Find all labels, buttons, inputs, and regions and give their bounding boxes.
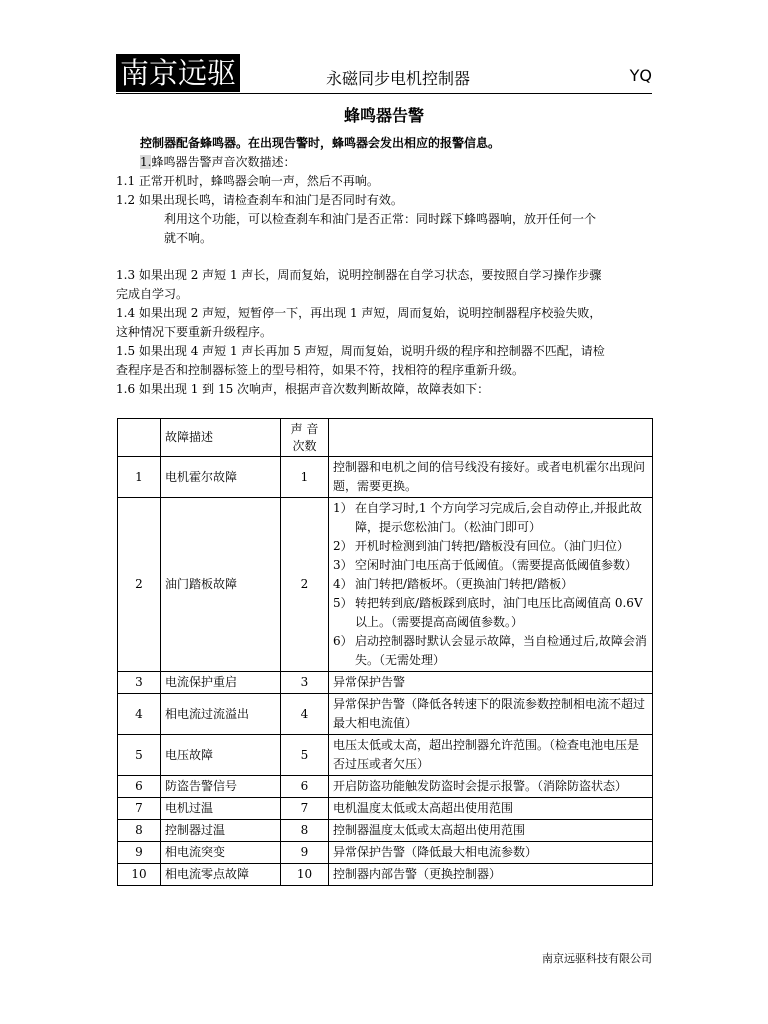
paragraph-1-4-cont: 这种情况下要重新升级程序。 — [116, 325, 273, 339]
table-row — [118, 694, 653, 735]
header-divider — [116, 93, 652, 94]
row-count: 9 — [281, 842, 329, 864]
row-desc: 控制器内部告警（更换控制器） — [329, 864, 653, 886]
paragraph-1-5-cont: 查程序是否和控制器标签上的型号相符，如果不符，找相符的程序重新升级。 — [116, 363, 525, 377]
row-fault: 相电流零点故障 — [161, 864, 281, 886]
row-no: 9 — [118, 842, 161, 864]
row-no: 1 — [118, 457, 161, 498]
row-no: 7 — [118, 798, 161, 820]
table-row — [118, 864, 653, 886]
list-item: 3） 空闲时油门电压高于低阈值。（需要提高低阈值参数） — [333, 558, 638, 572]
paragraph-1-2-detail: 利用这个功能，可以检查刹车和油门是否正常：同时踩下蜂鸣器响，放开任何一个 — [164, 212, 597, 226]
section-number: 1. — [140, 155, 152, 169]
row-count: 10 — [281, 864, 329, 886]
intro-text: 控制器配备蜂鸣器。在出现告警时，蜂鸣器会发出相应的报警信息。 — [140, 136, 501, 150]
paragraph-1-6: 1.6 如果出现 1 到 15 次响声，根据声音次数判断故障，故障表如下： — [116, 382, 490, 396]
paragraph-1-3-cont: 完成自学习。 — [116, 287, 189, 301]
row-no: 3 — [118, 672, 161, 694]
section-heading — [140, 153, 295, 172]
page-header — [116, 52, 652, 94]
fault-table — [117, 418, 653, 886]
table-row — [118, 776, 653, 798]
table-row — [118, 735, 653, 776]
row-fault: 相电流突变 — [161, 842, 281, 864]
page-footer: 南京远驱科技有限公司 — [542, 952, 652, 965]
fault-cause-list — [333, 499, 648, 670]
list-item: 1） 在自学习时,1 个方向学习完成后,会自动停止,并报此故障，提示您松油门。（松油门即可） — [333, 501, 642, 534]
section-label: 蜂鸣器告警声音次数描述： — [151, 155, 296, 169]
row-count: 8 — [281, 820, 329, 842]
row-fault: 防盗告警信号 — [161, 776, 281, 798]
header-fault: 故障描述 — [161, 419, 281, 457]
paragraph-1-4: 1.4 如果出现 2 声短，短暂停一下，再出现 1 声短，周而复始，说明控制器程序校验失败， — [116, 306, 602, 320]
row-desc: 异常保护告警 — [329, 672, 653, 694]
list-item: 6） 启动控制器时默认会显示故障，当自检通过后,故障会消失。（无需处理） — [333, 634, 647, 667]
page-title: 蜂鸣器告警 — [343, 106, 424, 125]
row-fault: 电机过温 — [161, 798, 281, 820]
table-row — [118, 842, 653, 864]
paragraph-1-5: 1.5 如果出现 4 声短 1 声长再加 5 声短，周而复始，说明升级的程序和控制器不匹配，请检 — [116, 344, 605, 358]
list-item: 2） 开机时检测到油门转把/踏板没有回位。（油门归位） — [333, 539, 630, 553]
row-desc: 异常保护告警（降低各转速下的限流参数控制相电流不超过最大相电流值） — [329, 694, 653, 735]
paragraph-1-3: 1.3 如果出现 2 声短 1 声长，周而复始，说明控制器在自学习状态，要按照自学习操作步骤 — [116, 268, 602, 282]
row-count: 7 — [281, 798, 329, 820]
row-fault: 相电流过流溢出 — [161, 694, 281, 735]
table-row — [118, 672, 653, 694]
row-desc: 异常保护告警（降低最大相电流参数） — [329, 842, 653, 864]
row-no: 2 — [118, 498, 161, 672]
paragraph-1-2-detail-cont: 就不响。 — [164, 231, 213, 245]
header-desc — [329, 419, 653, 457]
table-row — [118, 798, 653, 820]
product-name: 永磁同步电机控制器 — [326, 69, 471, 88]
list-item: 5） 转把转到底/踏板踩到底时，油门电压比高阈值高 0.6V 以上。（需要提高高阈值参数。） — [333, 596, 643, 629]
table-header-row — [118, 419, 653, 457]
row-fault: 电机霍尔故障 — [161, 457, 281, 498]
product-code: YQ — [629, 66, 652, 85]
row-fault: 油门踏板故障 — [161, 498, 281, 672]
row-desc: 电压太低或太高，超出控制器允许范围。（检查电池电压是否过压或者欠压） — [329, 735, 653, 776]
table-row — [118, 820, 653, 842]
row-no: 10 — [118, 864, 161, 886]
row-no: 6 — [118, 776, 161, 798]
row-desc: 电机温度太低或太高超出使用范围 — [329, 798, 653, 820]
row-count: 5 — [281, 735, 329, 776]
row-count: 6 — [281, 776, 329, 798]
header-no — [118, 419, 161, 457]
list-item: 4） 油门转把/踏板坏。（更换油门转把/踏板） — [333, 577, 574, 591]
paragraph-1-2: 1.2 如果出现长鸣，请检查刹车和油门是否同时有效。 — [116, 193, 403, 207]
row-fault: 电压故障 — [161, 735, 281, 776]
row-desc: 控制器和电机之间的信号线没有接好。或者电机霍尔出现问题，需要更换。 — [329, 457, 653, 498]
row-count: 3 — [281, 672, 329, 694]
row-count: 1 — [281, 457, 329, 498]
row-count: 4 — [281, 694, 329, 735]
row-no: 5 — [118, 735, 161, 776]
row-no: 4 — [118, 694, 161, 735]
table-row — [118, 498, 653, 672]
company-logo: 南京远驱 — [116, 54, 240, 92]
row-fault: 控制器过温 — [161, 820, 281, 842]
row-fault: 电流保护重启 — [161, 672, 281, 694]
row-desc: 控制器温度太低或太高超出使用范围 — [329, 820, 653, 842]
row-desc: 开启防盗功能触发防盗时会提示报警。（消除防盗状态） — [329, 776, 653, 798]
row-desc — [329, 498, 653, 672]
header-count: 声 音 次数 — [281, 419, 329, 457]
table-row — [118, 457, 653, 498]
row-count: 2 — [281, 498, 329, 672]
paragraph-1-1: 1.1 正常开机时，蜂鸣器会响一声，然后不再响。 — [116, 174, 379, 188]
row-no: 8 — [118, 820, 161, 842]
